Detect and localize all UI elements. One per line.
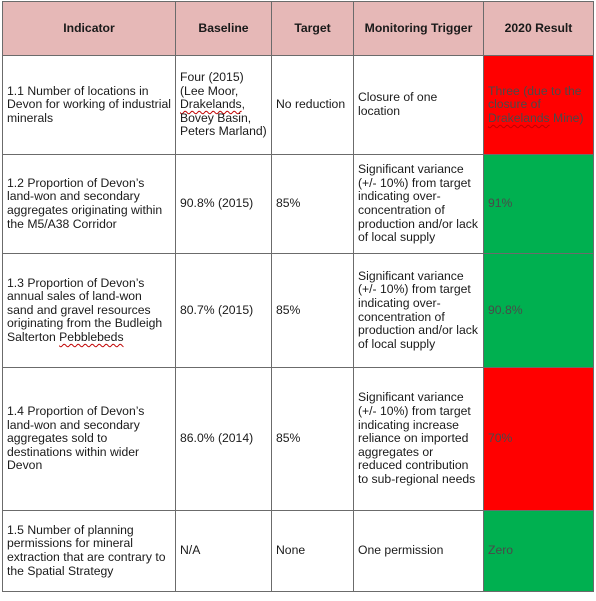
result-text: Three (due to the closure of: [488, 83, 582, 112]
table-row: [3, 254, 594, 368]
header-row: [3, 2, 594, 56]
indicator-cell: 1.5 Number of planning permissions for mineral extraction that are contrary to the Spatial Strategy: [3, 511, 176, 592]
baseline-cell: N/A: [176, 511, 272, 592]
target-cell: None: [272, 511, 354, 592]
target-cell: 85%: [272, 254, 354, 368]
misspelled-word: Drakelands: [488, 110, 550, 125]
baseline-cell: [176, 56, 272, 155]
monitoring-trigger-cell: Significant variance (+/- 10%) from target indicating over-concentration of production and/or lack of local supply: [354, 155, 484, 254]
indicator-cell: 1.1 Number of locations in Devon for working of industrial minerals: [3, 56, 176, 155]
result-cell: 91%: [484, 155, 594, 254]
header-target: Target: [272, 2, 354, 56]
baseline-cell: 80.7% (2015): [176, 254, 272, 368]
result-cell: [484, 56, 594, 155]
misspelled-word: Drakelands: [180, 97, 242, 112]
baseline-cell: 90.8% (2015): [176, 155, 272, 254]
indicator-cell: 1.2 Proportion of Devon’s land-won and secondary aggregates originating within the M5/A38 Corridor: [3, 155, 176, 254]
baseline-text: Four (2015) (Lee Moor,: [180, 70, 244, 98]
result-text-rest: Mine): [549, 110, 584, 125]
monitoring-trigger-cell: One permission: [354, 511, 484, 592]
indicator-cell: 1.4 Proportion of Devon’s land-won and secondary aggregates sold to destinations within wider Devon: [3, 368, 176, 511]
header-monitoring-trigger: Monitoring Trigger: [354, 2, 484, 56]
table-row: [3, 155, 594, 254]
baseline-cell: 86.0% (2014): [176, 368, 272, 511]
monitoring-indicators-table: [2, 1, 594, 592]
monitoring-trigger-cell: Closure of one location: [354, 56, 484, 155]
target-cell: 85%: [272, 155, 354, 254]
indicator-text: 1.3 Proportion of Devon’s annual sales of land-won sand and gravel resources originating from the Budleigh Salterton: [7, 275, 163, 344]
result-cell: 90.8%: [484, 254, 594, 368]
header-baseline: Baseline: [176, 2, 272, 56]
table-row: [3, 56, 594, 155]
monitoring-trigger-cell: Significant variance (+/- 10%) from target indicating over-concentration of production and/or lack of local supply: [354, 254, 484, 368]
header-indicator: Indicator: [3, 2, 176, 56]
target-cell: 85%: [272, 368, 354, 511]
misspelled-word: Pebblebeds: [59, 329, 124, 344]
target-cell: No reduction: [272, 56, 354, 155]
table-row: [3, 368, 594, 511]
header-2020-result: 2020 Result: [484, 2, 594, 56]
result-cell: Zero: [484, 511, 594, 592]
result-cell: 70%: [484, 368, 594, 511]
baseline-text-rest: , Bovey Basin, Peters Marland): [180, 97, 267, 139]
table-row: [3, 511, 594, 592]
monitoring-trigger-cell: Significant variance (+/- 10%) from target indicating increase reliance on imported aggregates or reduced contribution to sub-regional needs: [354, 368, 484, 511]
indicator-cell: [3, 254, 176, 368]
